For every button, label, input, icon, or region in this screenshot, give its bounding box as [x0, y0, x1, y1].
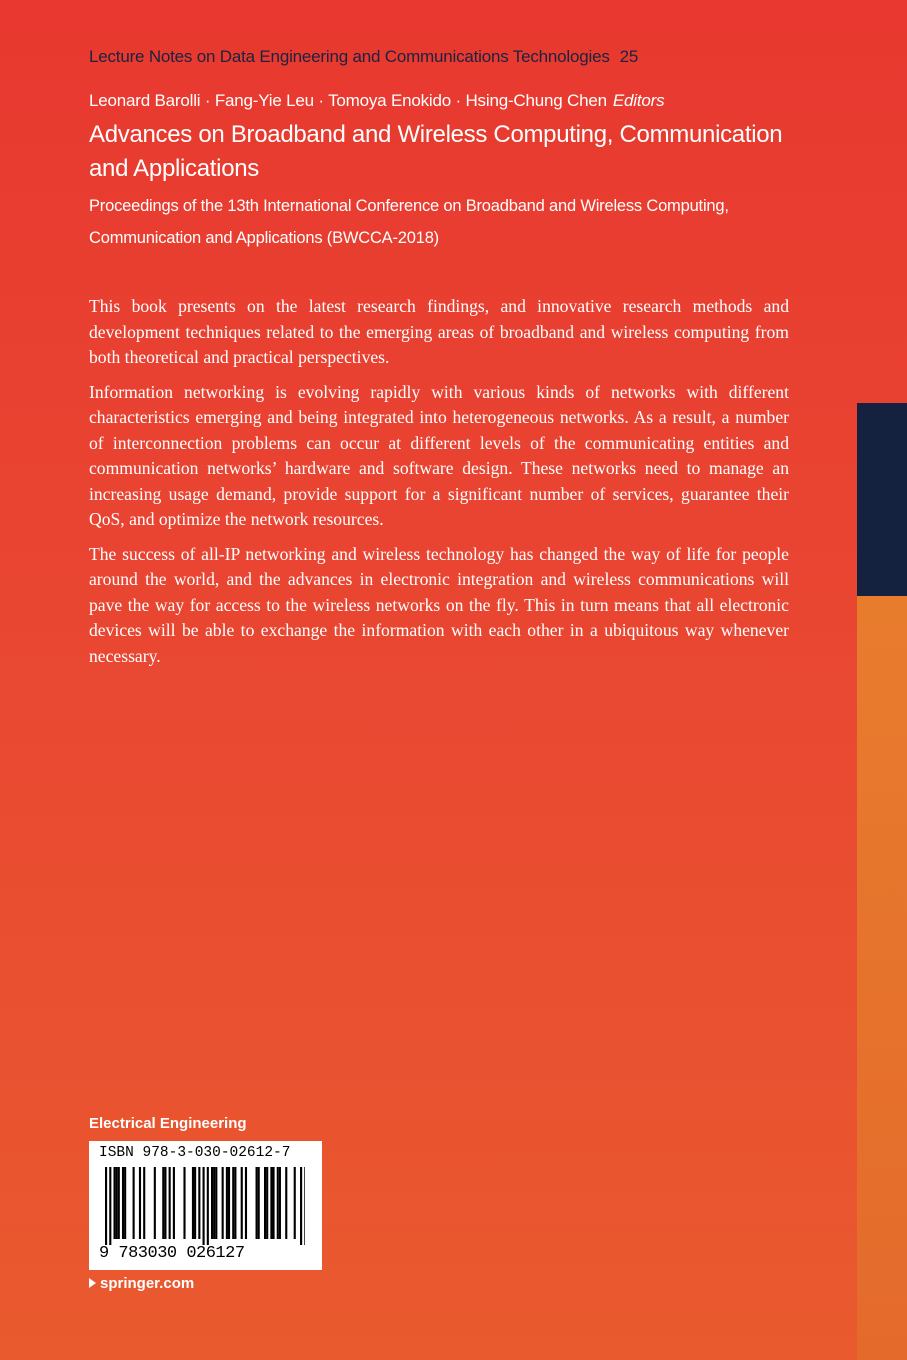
barcode-bar	[124, 1167, 126, 1239]
book-title: Advances on Broadband and Wireless Computing, Communication and Applications	[89, 121, 783, 182]
barcode-bar	[228, 1167, 230, 1239]
barcode-bar	[277, 1167, 279, 1239]
barcode-bar	[270, 1167, 272, 1239]
barcode-bar	[122, 1167, 124, 1239]
barcode-bar	[226, 1167, 228, 1239]
series-volume: 25	[619, 47, 639, 66]
barcode-bar	[266, 1167, 268, 1239]
publisher-link[interactable]	[89, 1275, 194, 1292]
editor-names: Leonard Barolli · Fang-Yie Leu · Tomoya Enokido · Hsing-Chung Chen	[89, 91, 607, 110]
barcode-bar	[285, 1167, 287, 1239]
barcode-guard-bar	[300, 1167, 302, 1245]
description-paragraph: Information networking is evolving rapidly with various kinds of networks with different characteristics emerging and being integrated into heterogeneous networks. As a result, a number of interconnection problems can occur at different levels of the communicating entities and communication networks’ hardware and software design. These networks need to manage an increasing usage demand, provide support for a significant number of services, guarantee their QoS, and optimize the network resources.	[89, 381, 789, 529]
barcode-bar	[211, 1167, 213, 1239]
series-title	[89, 47, 638, 67]
barcode-bar	[143, 1167, 145, 1239]
barcode-bar	[258, 1167, 260, 1239]
barcode-bar	[222, 1167, 224, 1239]
barcode-bar	[173, 1167, 175, 1239]
barcode-bar	[294, 1167, 296, 1239]
barcode-bar	[256, 1167, 258, 1239]
barcode-bar	[241, 1167, 243, 1239]
barcode-guard-bar	[105, 1167, 107, 1245]
barcode-bar	[213, 1167, 215, 1239]
publisher-url: springer.com	[100, 1275, 195, 1292]
barcode-bar	[198, 1167, 200, 1239]
barcode-bar	[113, 1167, 115, 1239]
spine-band-orange	[857, 596, 907, 1360]
barcode-bar	[133, 1167, 135, 1239]
subject-category: Electrical Engineering	[89, 1115, 247, 1132]
barcode-bar	[162, 1167, 164, 1239]
ean-digits: 9 783030 026127	[99, 1244, 245, 1263]
barcode-bar	[154, 1167, 156, 1239]
barcode-bar	[232, 1167, 234, 1239]
barcode-bar	[139, 1167, 141, 1239]
barcode-bar	[118, 1167, 120, 1239]
description-paragraph: This book presents on the latest research findings, and innovative research methods and development techniques related to the emerging areas of broadband and wireless computing from both theoretical and practical perspectives.	[89, 296, 789, 367]
barcode-guard-bar	[207, 1167, 209, 1245]
barcode-bar	[116, 1167, 118, 1239]
barcode-bar	[164, 1167, 166, 1239]
barcode-guard-bar	[304, 1167, 305, 1245]
barcode-bar	[215, 1167, 217, 1239]
barcode-bar	[279, 1167, 281, 1239]
editors-line	[89, 91, 664, 111]
barcode-bars	[105, 1167, 305, 1245]
isbn-barcode	[89, 1141, 322, 1270]
barcode-bar	[234, 1167, 236, 1239]
barcode-guard-bar	[203, 1167, 205, 1245]
book-description	[89, 294, 789, 678]
arrow-right-icon	[89, 1278, 96, 1288]
barcode-guard-bar	[109, 1167, 111, 1245]
barcode-bar	[272, 1167, 274, 1239]
barcode-bar	[194, 1167, 196, 1239]
barcode-bar	[183, 1167, 185, 1239]
barcode-bar	[245, 1167, 247, 1239]
barcode-bar	[192, 1167, 194, 1239]
series-name: Lecture Notes on Data Engineering and Communications Technologies	[89, 47, 610, 66]
spine-band-navy	[857, 403, 907, 596]
barcode-bar	[264, 1167, 266, 1239]
book-subtitle: Proceedings of the 13th International Conference on Broadband and Wireless Computing, Communication and Applications (BWCCA-2018)	[89, 197, 729, 247]
editors-role: Editors	[612, 91, 665, 110]
description-paragraph: The success of all-IP networking and wireless technology has changed the way of life for people around the world, and the advances in electronic integration and wireless communications will pave the way for access to the wireless networks on the fly. This in turn means that all electronic devices will be able to exchange the information with each other in a ubiquitous way whenever necessary.	[89, 543, 789, 666]
barcode-bar	[169, 1167, 171, 1239]
isbn-label: ISBN 978-3-030-02612-7	[99, 1145, 291, 1161]
